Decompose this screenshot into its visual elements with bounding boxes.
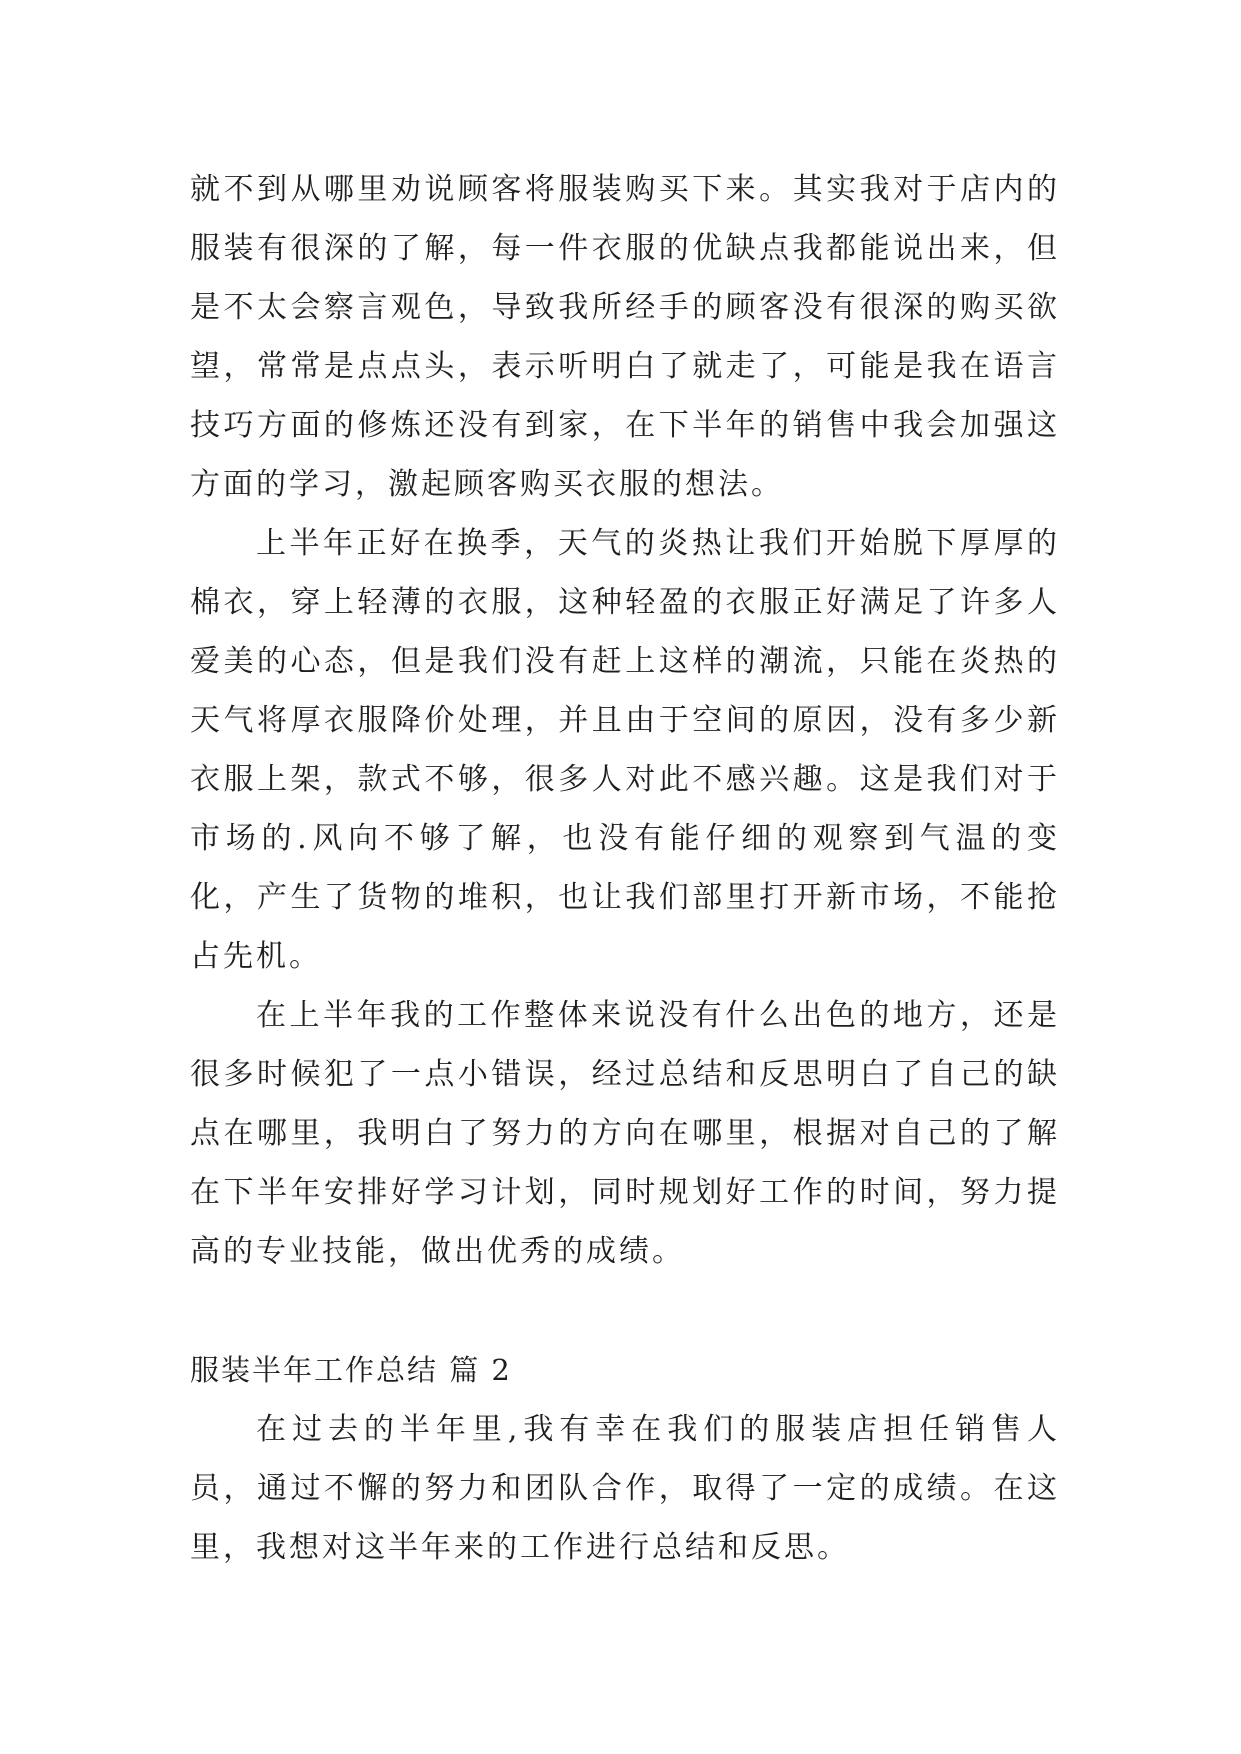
paragraph-season-change: 上半年正好在换季，天气的炎热让我们开始脱下厚厚的棉衣，穿上轻薄的衣服，这种轻盈的衣服正好满足了许多人爱美的心态，但是我们没有赶上这样的潮流，只能在炎热的天气将厚衣服降价处理，并且由于空间的原因，没有多少新衣服上架，款式不够，很多人对此不感兴趣。这是我们对于市场的.风向不够了解，也没有能仔细的观察到气温的变化，产生了货物的堆积，也让我们部里打开新市场，不能抢占先机。 (190, 526, 1060, 974)
section-heading: 服装半年工作总结 篇 2 (190, 1353, 512, 1387)
section-spacer (190, 1281, 1060, 1341)
document-body (190, 160, 1060, 1577)
paragraph-intro-part2: 在过去的半年里,我有幸在我们的服装店担任销售人员，通过不懈的努力和团队合作，取得了一定的成绩。在这里，我想对这半年来的工作进行总结和反思。 (190, 1412, 1060, 1565)
paragraph-self-review: 在上半年我的工作整体来说没有什么出色的地方，还是很多时候犯了一点小错误，经过总结和反思明白了自己的缺点在哪里，我明白了努力的方向在哪里，根据对自己的了解在下半年安排好学习计划，同时规划好工作的时间，努力提高的专业技能，做出优秀的成绩。 (190, 998, 1060, 1269)
paragraph-continued: 就不到从哪里劝说顾客将服装购买下来。其实我对于店内的服装有很深的了解，每一件衣服的优缺点我都能说出来，但是不太会察言观色，导致我所经手的顾客没有很深的购买欲望，常常是点点头，表示听明白了就走了，可能是我在语言技巧方面的修炼还没有到家，在下半年的销售中我会加强这方面的学习，激起顾客购买衣服的想法。 (190, 172, 1060, 502)
